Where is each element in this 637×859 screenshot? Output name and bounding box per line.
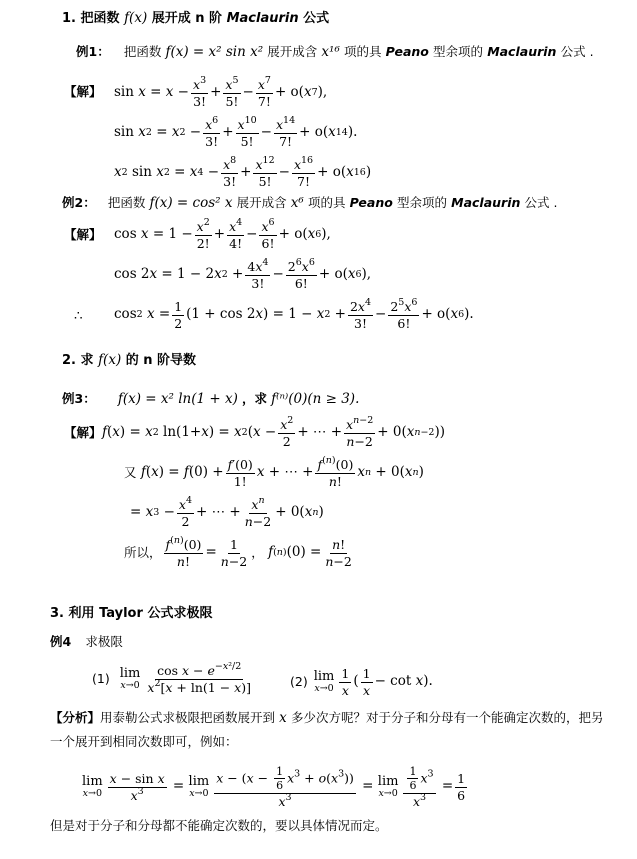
solution-2-label: 【解】	[64, 227, 102, 242]
sol2-line3: cos 2 x = $\frac{1}{2}$ (1 + cos 2 x ) = 1 − x 2 + $\frac{2x^4}{3!}$ − $\frac{2^5x^6}{6!}$ + o( x 6 ).	[114, 297, 474, 331]
solution-3-label: 【解】	[64, 425, 102, 440]
sol3-line4: 所以， $\frac{f^{(n)}(0)}{n!}$ = $\frac{1}{n-2}$ ， f (n) (0) = $\frac{n!}{n-2}$	[124, 535, 352, 569]
example-2: 例2： 把函数 f(x) = cos² x 展开成含 x⁶ 项的具 Peano 型余项的 Maclaurin 公式 .	[62, 195, 558, 211]
analysis-formula: lim x→0 $\frac{\text{x − sin x}}{x^3}$ = lim x→0 x − (x − $\frac{1}{6}$ $x^3 + o(x^3)$) $x^3$ = lim x→0 $\frac{1}{6}$ $x^3$ $x^3$ = $\frac{1}{6}$	[82, 764, 466, 809]
analysis-line-1: 【分析】用泰勒公式求极限把函数展开到 x 多少次方呢？对于分子和分母有一个能确定次数的，把另	[50, 710, 604, 726]
sol1-line2: sin x 2 = x 2 − $\frac{x^6}{3!}$ + $\frac{x^{10}}{5!}$ − $\frac{x^{14}}{7!}$ + o( x 14 ).	[114, 115, 358, 149]
sol2-line1: cos x = 1 − $\frac{x^2}{2!}$ + $\frac{x^4}{4!}$ − $\frac{x^6}{6!}$ + o( x 6 ),	[114, 217, 331, 251]
ex4-item1: (1) lim x→0 $\frac{\cos x - e^{-x^2/2}}{x^2[x + \ln(1 - x)]}$	[92, 661, 251, 695]
section-2-heading: 2. 求 f(x) 的 n 阶导数	[62, 352, 197, 368]
example-1: 例1： 把函数 f(x) = x² sin x² 展开成含 x¹⁶ 项的具 Peano 型余项的 Maclaurin 公式 .	[76, 44, 594, 60]
section-3-heading: 3. 利用 Taylor 公式求极限	[50, 606, 213, 621]
solution-1-label: 【解】	[64, 84, 102, 99]
ex4-item2: (2) lim x→0 $\frac{1}{x}$ ( $\frac{1}{x}$ − cot x ).	[290, 666, 433, 698]
analysis-line-3: 但是对于分子和分母都不能确定次数的，要以具体情况而定。	[50, 818, 388, 833]
sol1-line3: x 2 sin x 2 = x 4 − $\frac{x^8}{3!}$ + $\frac{x^{12}}{5!}$ − $\frac{x^{16}}{7!}$ + o( x 16 )	[114, 155, 372, 189]
example-3: 例3： f(x) = x² ln(1 + x) ，求 f⁽ⁿ⁾(0)(n ≥ 3).	[62, 391, 360, 407]
sol2-line2: cos 2 x = 1 − 2 x 2 + $\frac{4x^4}{3!}$ − $\frac{2^6x^6}{6!}$ + o( x 6 ),	[114, 257, 372, 291]
sol3-line3: = x 3 − $\frac{x^4}{2}$ + ⋯ + $\frac{x^n}{n-2}$ + 0( x n )	[130, 495, 324, 529]
section-1-heading: 1. 把函数 f(x) 展开成 n 阶 Maclaurin 公式	[62, 10, 330, 26]
sol3-line1: f ( x ) = x 2 ln(1+ x ) = x 2 ( x − $\frac{x^2}{2}$ + ⋯ + $\frac{x^{n-2}}{n-2}$ + 0( x n−2 ))	[102, 415, 446, 449]
sol1-line1: sin x = x − $\frac{x^3}{3!}$ + $\frac{x^5}{5!}$ − $\frac{x^7}{7!}$ + o( x 7 ),	[114, 75, 328, 109]
therefore-symbol: ∴	[74, 308, 83, 324]
sol3-line2: 又 f ( x ) = f (0) + $\frac{f'(0)}{1!}$ x + ⋯ + $\frac{f^{(n)}(0)}{n!}$ x n + 0( x n )	[124, 455, 424, 489]
example-4: 例4 求极限	[50, 634, 123, 649]
analysis-line-2: 一个展开到相同次数即可，例如：	[50, 734, 238, 749]
